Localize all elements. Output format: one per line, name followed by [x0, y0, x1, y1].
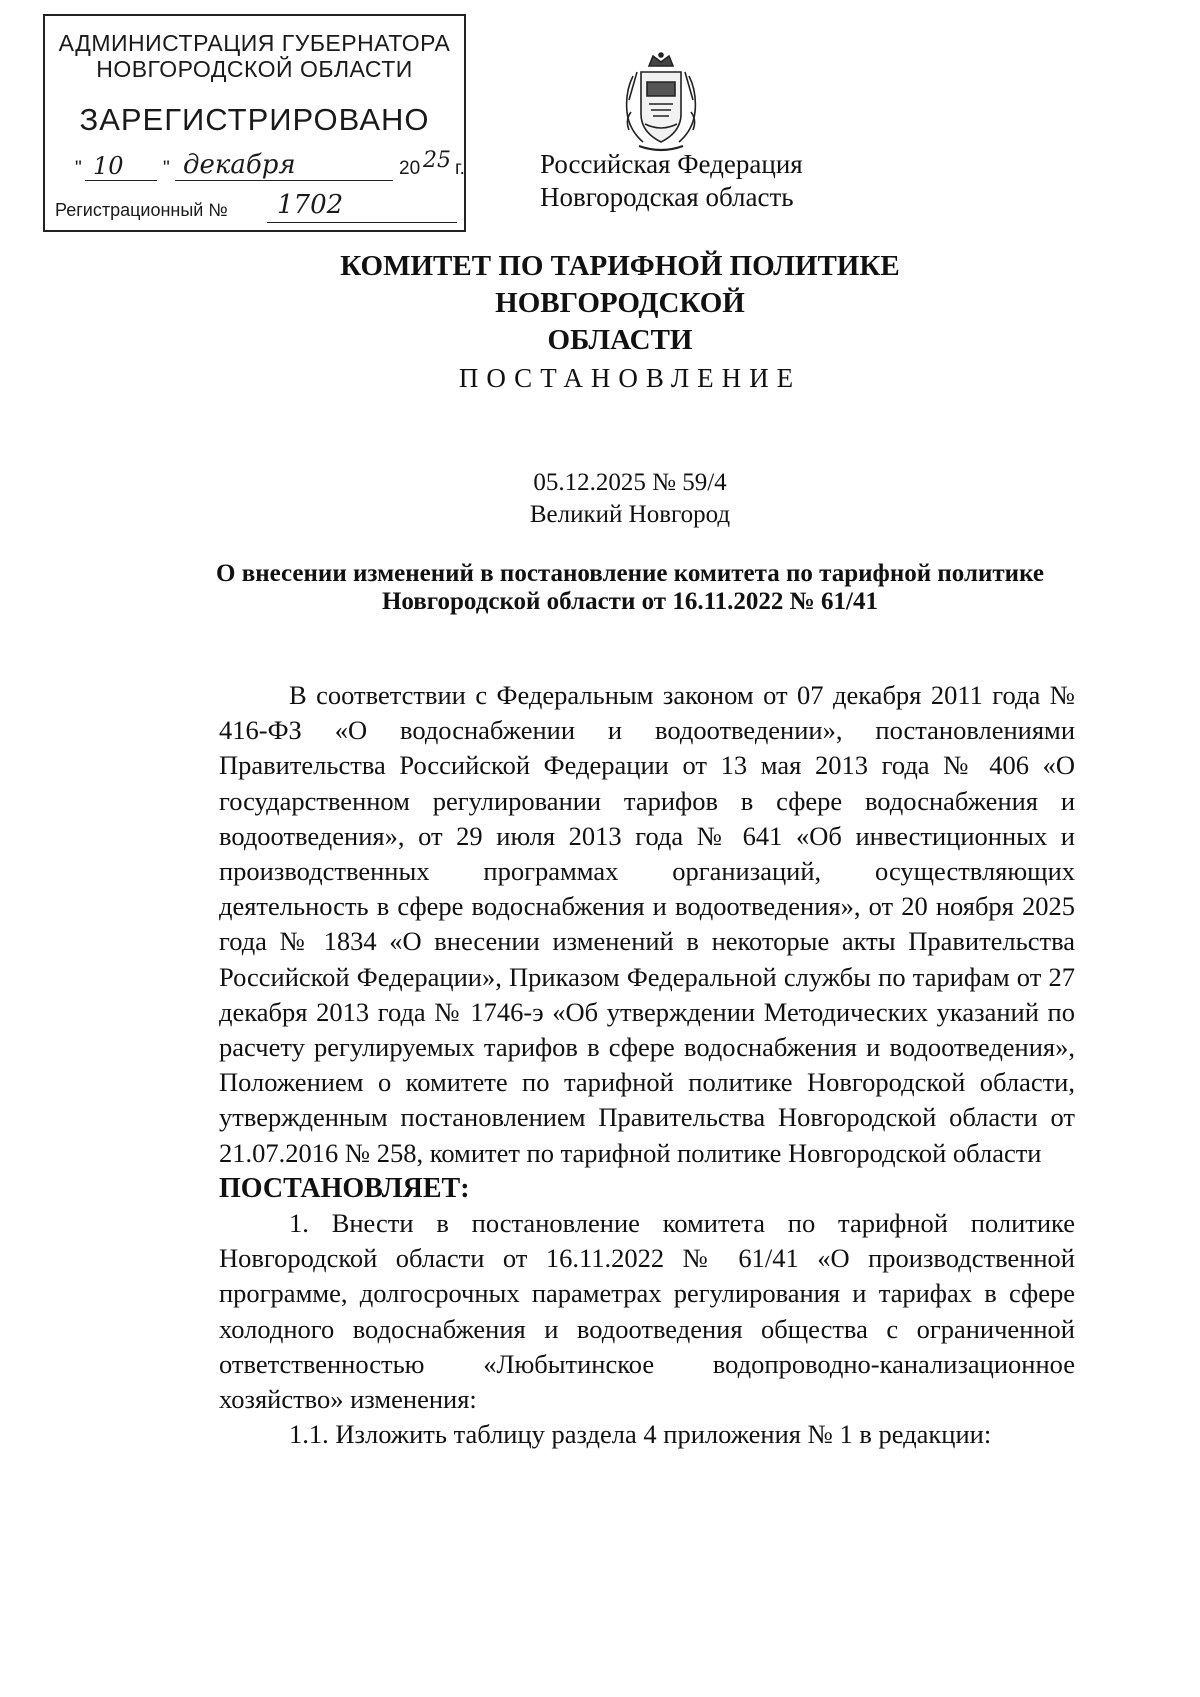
stamp-authority-line1: АДМИНИСТРАЦИЯ ГУБЕРНАТОРА [58, 30, 451, 56]
preamble-paragraph: В соответствии с Федеральным законом от 07 декабря 2011 года № 416-ФЗ «О водоснабжении и водоотведении», постановлениями Правительства Российской Федерации от 13 мая 2013 года № 406 «О государственном регулировании тарифов в сфере водоснабжения и водоотведения», от 29 июля 2013 года № 641 «Об инвестиционных и производственных программах организаций, осуществляющих деятельность в сфере водоснабжения и водоотведения», от 20 ноября 2025 года № 1834 «О внесении изменений в некоторые акты Правительства Российской Федерации», Приказом Федеральной службы по тарифам от 27 декабря 2013 года № 1746-э «Об утверждении Методических указаний по расчету регулируемых тарифов в сфере водоснабжения и водоотведения», Положением о комитете по тарифной политике Новгородской области, утвержденным постановлением Правительства Новгородской области от 21.07.2016 № 258, комитет по тарифной политике Новгородской области [219, 680, 1075, 1168]
committee-title-line2: ОБЛАСТИ [547, 324, 693, 356]
stamp-year-prefix: 20 [399, 158, 421, 179]
item-1-paragraph: 1. Внести в постановление комитета по тарифной политике Новгородской области от 16.11.2022 № 61/41 «О производственной программе, долгосрочных параметрах регулирования и тарифах в сфере холодного водоснабжения и водоотведения общества с ограниченной ответственностью «Любытинское водопроводно-канализационное хозяйство» изменения: [219, 1208, 1075, 1415]
stamp-reg-label: Регистрационный № [55, 200, 228, 220]
document-body [219, 678, 1075, 1452]
stamp-registration-number [55, 190, 460, 228]
committee-title-line1: КОМИТЕТ ПО ТАРИФНОЙ ПОЛИТИКЕ НОВГОРОДСКОЙ [340, 250, 900, 319]
stamp-year-suffix: 25 [423, 148, 451, 173]
country-name: Российская Федерация [540, 149, 803, 179]
item-1-1-paragraph: 1.1. Изложить таблицу раздела 4 приложения № 1 в редакции: [289, 1419, 992, 1450]
federation-block [540, 148, 840, 214]
subject-line2: Новгородской области от 16.11.2022 № 61/41 [381, 588, 879, 615]
registration-stamp [43, 14, 466, 232]
region-name: Новгородская область [540, 182, 794, 212]
stamp-day: 10 [93, 152, 124, 180]
stamp-reg-underline [267, 222, 457, 223]
stamp-quote-close: " [163, 158, 170, 179]
stamp-date [75, 148, 465, 186]
coat-of-arms-icon [615, 52, 707, 158]
stamp-year-g: г. [455, 158, 465, 179]
stamp-day-underline [85, 180, 157, 181]
document-city: Великий Новгород [529, 501, 731, 528]
stamp-authority-line2: НОВГОРОДСКОЙ ОБЛАСТИ [96, 56, 413, 82]
stamp-quote-open: " [75, 158, 82, 179]
stamp-registered: ЗАРЕГИСТРИРОВАНО [79, 102, 430, 137]
document-type: ПОСТАНОВЛЕНИЕ [458, 363, 802, 393]
stamp-month: декабря [183, 150, 296, 180]
document-subject [200, 560, 1060, 616]
decree-word: ПОСТАНОВЛЯЕТ: [219, 1172, 470, 1204]
committee-title [220, 248, 1020, 359]
document-number-block [400, 467, 860, 531]
subject-line1: О внесении изменений в постановление комитета по тарифной политике [216, 560, 1044, 587]
stamp-month-underline [175, 180, 393, 181]
document-date-number: 05.12.2025 № 59/4 [533, 469, 727, 496]
stamp-reg-number: 1702 [277, 190, 344, 220]
